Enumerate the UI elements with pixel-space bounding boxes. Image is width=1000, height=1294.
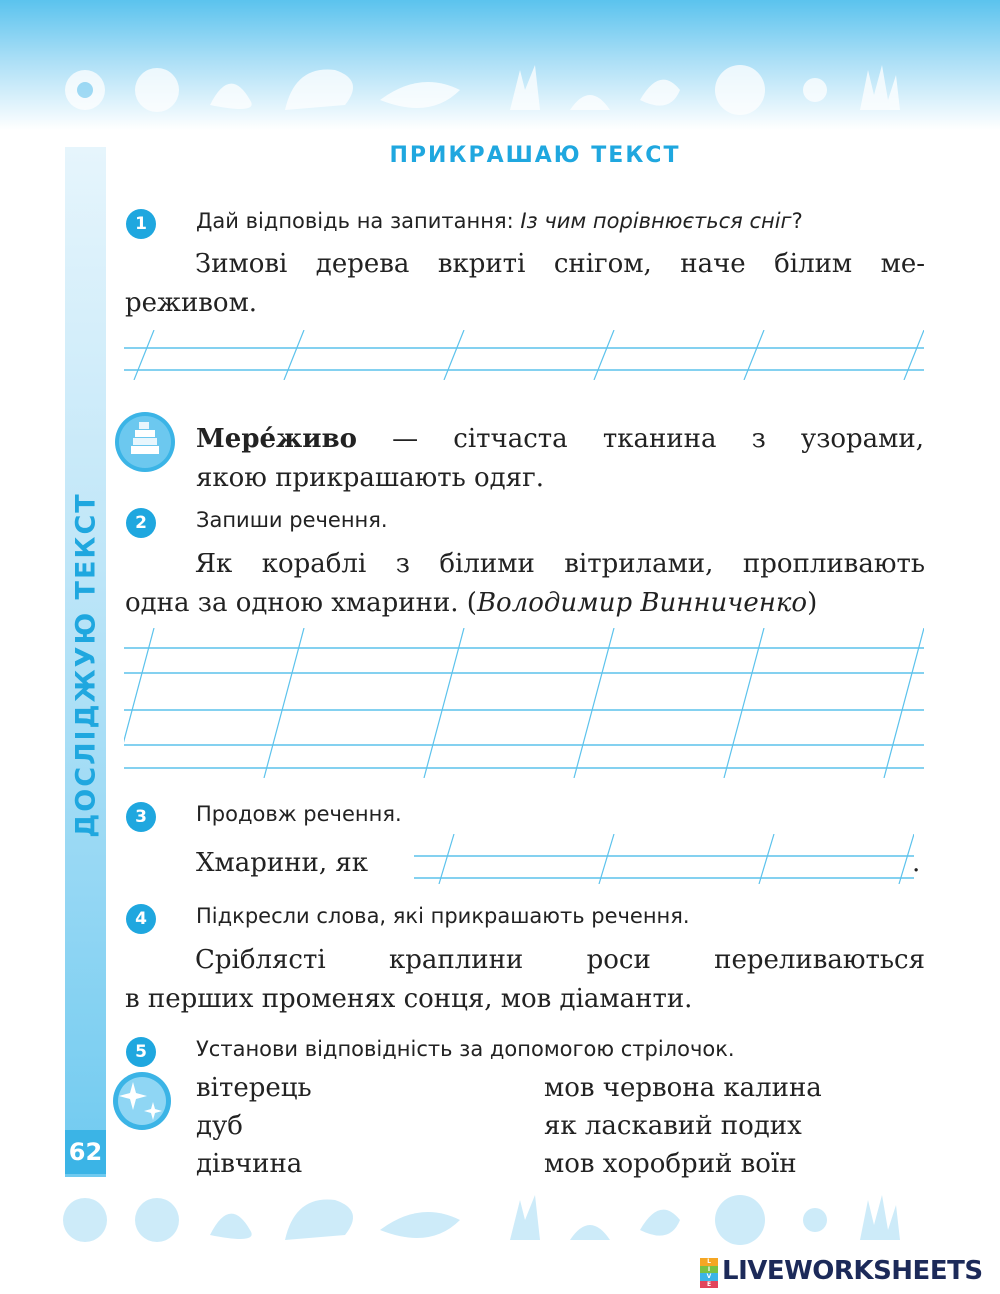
task-3-instruction: Продовж речення.	[196, 802, 402, 826]
task-3-sentence-start: Хмарини, як	[196, 848, 369, 878]
book-stack-icon	[113, 410, 177, 474]
match-left-2[interactable]: дуб	[196, 1111, 243, 1141]
task-4-instruction: Підкресли слова, які прикрашають речення.	[196, 904, 690, 928]
task-2-instruction: Запиши речення.	[196, 508, 388, 532]
sparkle-icon	[111, 1070, 173, 1132]
side-label: ДОСЛІДЖУЮ ТЕКСТ	[70, 492, 102, 838]
answer-lines-task-2[interactable]	[124, 628, 924, 778]
decorative-pattern-top	[40, 60, 940, 120]
liveworksheets-logo	[700, 1256, 990, 1290]
task-1-instruction: Дай відповідь на запитання: Із чим порівнюється сніг?	[196, 209, 803, 233]
task-4-number: 4	[126, 904, 156, 934]
task-5-instruction: Установи відповідність за допомогою стрілочок.	[196, 1037, 735, 1061]
logo-text: LIVEWORKSHEETS	[722, 1256, 983, 1286]
task-1-number: 1	[126, 209, 156, 239]
task-3-sentence-end: .	[912, 848, 921, 878]
task-2-text: Як кораблі з білими вітрилами, пропливають одна за одною хмарини. (Володимир Винниченко)	[125, 549, 925, 618]
logo-badge: L I V E	[700, 1258, 718, 1288]
match-left-3[interactable]: дівчина	[196, 1149, 303, 1179]
task-2-number: 2	[126, 508, 156, 538]
task-5-number: 5	[126, 1037, 156, 1067]
match-right-3[interactable]: мов хоробрий воїн	[544, 1149, 797, 1179]
match-left-1[interactable]: вітерець	[196, 1073, 312, 1103]
definition-text: Мере́живо — сітчаста тканина з узорами, якою прикрашають одяг.	[196, 424, 924, 493]
answer-line-task-1[interactable]	[124, 330, 924, 380]
answer-line-task-3[interactable]	[414, 834, 914, 884]
page-title: ПРИКРАШАЮ ТЕКСТ	[389, 143, 681, 168]
task-3-number: 3	[126, 802, 156, 832]
match-right-2[interactable]: як ласкавий подих	[544, 1111, 802, 1141]
match-right-1[interactable]: мов червона калина	[544, 1073, 822, 1103]
decorative-pattern-bottom	[40, 1190, 940, 1250]
task-1-text: Зимові дерева вкриті снігом, наче білим ме- реживом.	[125, 249, 925, 318]
task-4-text: Сріблясті краплини роси переливаються в перших променях сонця, мов діаманти.	[125, 945, 925, 1014]
page-number: 62	[65, 1130, 106, 1174]
